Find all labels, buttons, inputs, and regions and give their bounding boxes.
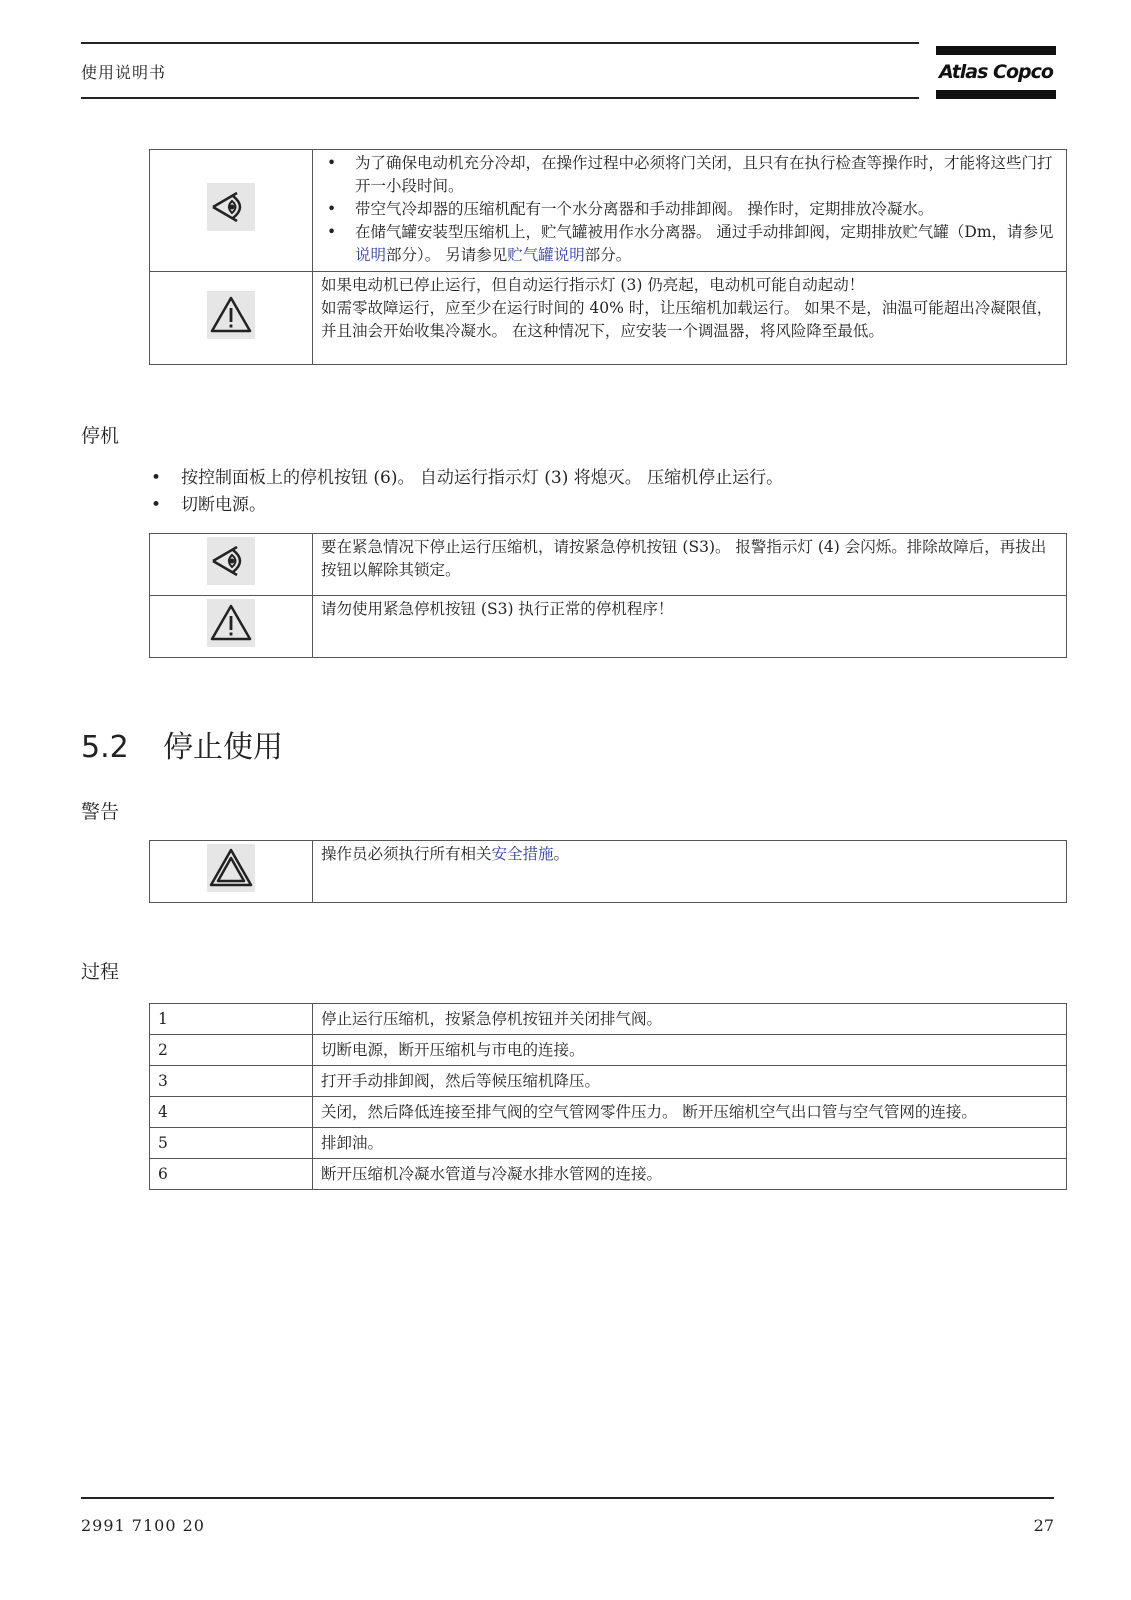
header-title: 使用说明书 bbox=[81, 63, 167, 82]
heading-procedure: 过程 bbox=[81, 961, 120, 983]
note-row-eye bbox=[150, 534, 1067, 596]
page-number: 27 bbox=[1033, 1516, 1054, 1535]
note-row-warning bbox=[150, 596, 1067, 658]
warning-text: 如需零故障运行，应至少在运行时间的 40% 时，让压缩机加载运行。 如果不是，油温可能超出冷凝限值，并且油会开始收集冷凝水。 在这种情况下，应安装一个调温器，将风险降至最低。 bbox=[321, 299, 1053, 340]
footer-rule bbox=[81, 1497, 1054, 1499]
note-row-eye bbox=[150, 150, 1067, 272]
heading-warning: 警告 bbox=[81, 801, 120, 823]
table-row: 3 打开手动排卸阀，然后等候压缩机降压。 bbox=[150, 1066, 1067, 1097]
warning-icon bbox=[207, 291, 255, 339]
note-box-2 bbox=[149, 533, 1067, 658]
table-row: 2 切断电源，断开压缩机与市电的连接。 bbox=[150, 1035, 1067, 1066]
header-rule-bottom bbox=[81, 97, 919, 99]
table-row: 6 断开压缩机冷凝水管道与冷凝水排水管网的连接。 bbox=[150, 1159, 1067, 1190]
heading-stop: 停机 bbox=[81, 425, 120, 447]
list-item: • 按控制面板上的停机按钮 (6)。 自动运行指示灯 (3) 将熄灭。 压缩机停止运行。 bbox=[149, 465, 783, 492]
procedure-table bbox=[149, 1003, 1067, 1190]
emergency-stop-note: 要在紧急情况下停止运行压缩机，请按紧急停机按钮 (S3)。 报警指示灯 (4) 会闪烁。排除故障后，再拔出按钮以解除其锁定。 bbox=[313, 534, 1067, 596]
table-row: 4 关闭，然后降低连接至排气阀的空气管网零件压力。 断开压缩机空气出口管与空气管网的连接。 bbox=[150, 1097, 1067, 1128]
list-item: • 带空气冷却器的压缩机配有一个水分离器和手动排卸阀。 操作时，定期排放冷凝水。 bbox=[321, 198, 1060, 221]
stop-steps-list bbox=[149, 465, 783, 519]
list-item: • 为了确保电动机充分冷却，在操作过程中必须将门关闭，且只有在执行检查等操作时，才能将这些门打开一小段时间。 bbox=[321, 152, 1060, 198]
document-number: 2991 7100 20 bbox=[81, 1516, 205, 1535]
atlas-copco-logo: Atlas Copco bbox=[936, 46, 1056, 102]
eye-icon bbox=[207, 537, 255, 585]
link-safety-precautions[interactable]: 安全措施 bbox=[491, 845, 554, 863]
note-box-3 bbox=[149, 840, 1067, 903]
note-row-danger: 操作员必须执行所有相关安全措施。 bbox=[150, 841, 1067, 903]
note-box-1 bbox=[149, 149, 1067, 365]
note-row-warning bbox=[150, 272, 1067, 365]
warning-text: 如果电动机已停止运行，但自动运行指示灯 (3) 仍亮起，电动机可能自动起动！ bbox=[321, 276, 865, 294]
list-item: • 在储气罐安装型压缩机上，贮气罐被用作水分离器。 通过手动排卸阀，定期排放贮气罐（Dm，请参见说明部分）。 另请参见贮气罐说明部分。 bbox=[321, 221, 1060, 267]
header-rule-top bbox=[81, 42, 919, 44]
table-row: 5 排卸油。 bbox=[150, 1128, 1067, 1159]
warning-icon bbox=[207, 599, 255, 647]
section-title: 停止使用 bbox=[163, 730, 283, 765]
eye-icon bbox=[207, 183, 255, 231]
link-receiver-description[interactable]: 贮气罐说明 bbox=[507, 246, 585, 264]
section-heading-5-2 bbox=[81, 722, 283, 766]
emergency-stop-warning: 请勿使用紧急停机按钮 (S3) 执行正常的停机程序！ bbox=[313, 596, 1067, 658]
section-number: 5.2 bbox=[81, 730, 129, 765]
list-item: • 切断电源。 bbox=[149, 492, 783, 519]
danger-triangle-icon bbox=[207, 844, 255, 892]
table-row: 1 停止运行压缩机，按紧急停机按钮并关闭排气阀。 bbox=[150, 1004, 1067, 1035]
link-description[interactable]: 说明 bbox=[355, 246, 387, 264]
